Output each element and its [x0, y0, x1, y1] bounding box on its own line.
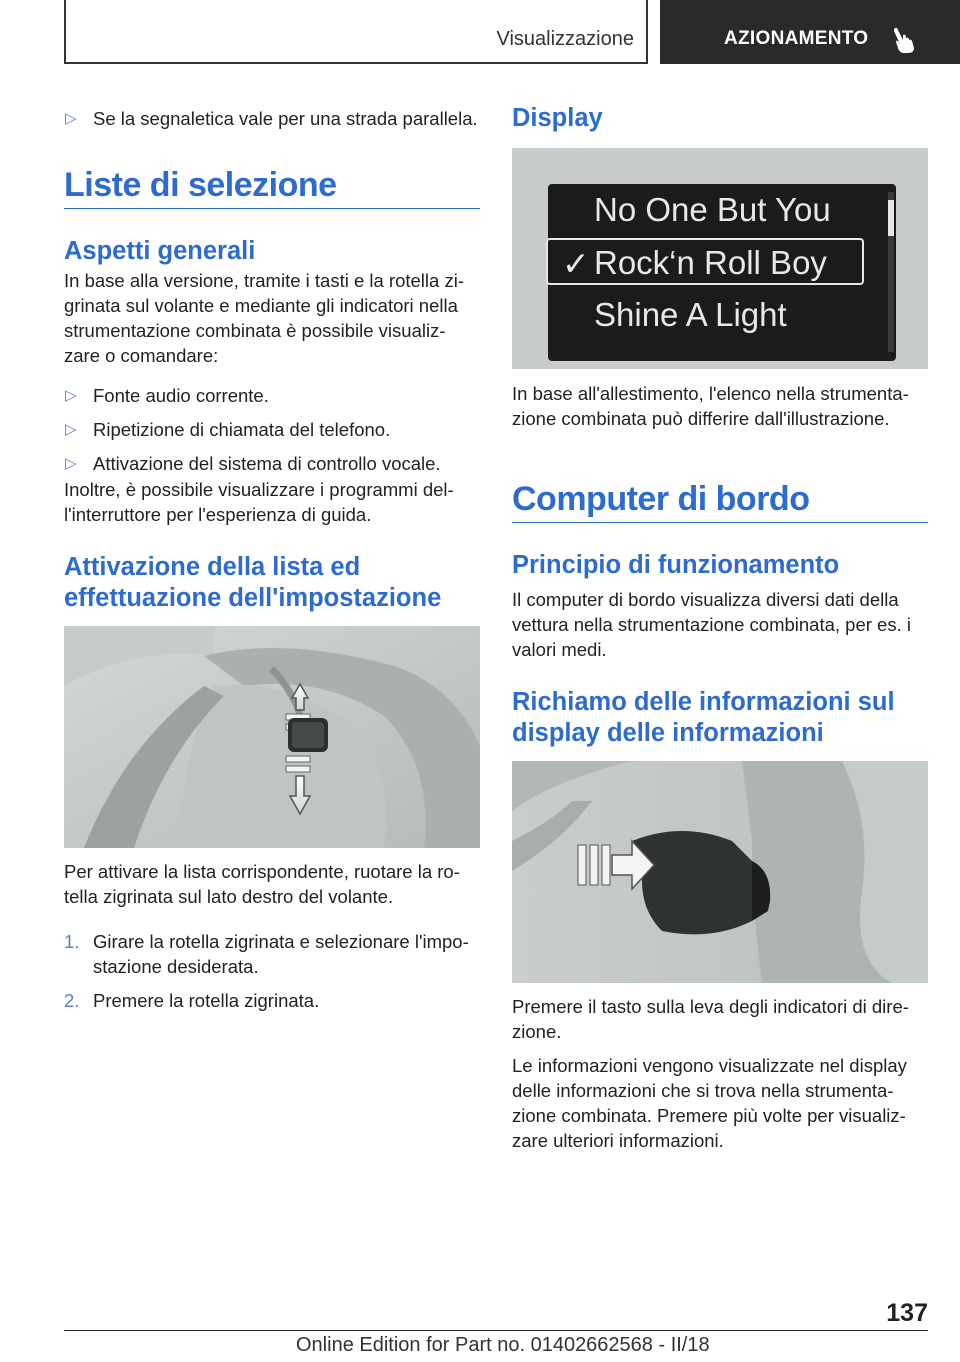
check-icon: ✓	[562, 245, 590, 282]
display-screen	[548, 184, 896, 361]
heading-computer-di-bordo: Computer di bordo	[512, 480, 810, 518]
chapter-title: AZIONAMENTO	[724, 28, 869, 49]
recall-paragraph-1: Premere il tasto sulla leva degli indicatori di dire- zione.	[512, 996, 909, 1042]
triangle-bullet-icon: ▷	[65, 455, 77, 472]
heading-rule	[64, 208, 480, 209]
heading-display: Display	[512, 104, 603, 132]
triangle-bullet-icon: ▷	[65, 421, 77, 438]
display-list-image	[512, 148, 928, 369]
display-item: No One But You	[594, 191, 831, 228]
heading-liste-di-selezione: Liste di selezione	[64, 166, 337, 204]
recall-paragraph-2: Le informazioni vengono visualizzate nel display delle informazioni che si trova nella strumenta- zione combinata. Premere più volte per visualiz- zare ulteriori informazioni.	[512, 1055, 907, 1151]
list-item: ▷ Attivazione del sistema di controllo vocale.	[65, 453, 441, 474]
display-selected-item	[546, 238, 864, 285]
steering-wheel-image	[64, 626, 480, 848]
bullet-parallel-road: ▷ Se la segnaletica vale per una strada parallela.	[65, 108, 478, 129]
moreover-paragraph: Inoltre, è possibile visualizzare i programmi del- l'interruttore per l'esperienza di guida.	[64, 479, 454, 525]
steps-list	[64, 929, 480, 1013]
display-item: Rock‘n Roll Boy	[594, 244, 827, 281]
display-item: Shine A Light	[594, 296, 787, 333]
turn-signal-lever-image	[512, 761, 928, 983]
pointing-hand-icon	[892, 26, 918, 54]
scrollbar-thumb	[888, 200, 894, 236]
footer-rule	[64, 1330, 928, 1331]
heading-richiamo: Richiamo delle informazioni sul display delle informazioni	[512, 688, 895, 747]
list-item: ▷ Fonte audio corrente.	[65, 385, 269, 406]
header-chapter-box	[660, 0, 960, 64]
list-item: 1. Girare la rotella zigrinata e selezionare l'impo- stazione desiderata.	[64, 931, 469, 977]
list-item: 2. Premere la rotella zigrinata.	[64, 990, 320, 1011]
header-section-box	[64, 0, 648, 64]
footer-edition: Online Edition for Part no. 01402662568 - II/18	[296, 1334, 710, 1356]
list-item: ▷ Ripetizione di chiamata del telefono.	[65, 419, 391, 440]
heading-aspetti-generali: Aspetti generali	[64, 237, 256, 265]
heading-attivazione: Attivazione della lista ed effettuazione dell'impostazione	[64, 553, 442, 612]
bullet-list	[64, 383, 480, 476]
wheel-caption: Per attivare la lista corrispondente, ruotare la ro- tella zigrinata sul lato destro del volante.	[64, 861, 460, 907]
general-paragraph: In base alla versione, tramite i tasti e la rotella zi- grinata sul volante e mediante gli indicatori nella strumentazione combinata è possibile visualiz- zare o comandare:	[64, 270, 464, 366]
heading-principio: Principio di funzionamento	[512, 551, 840, 579]
triangle-bullet-icon: ▷	[65, 387, 77, 404]
triangle-bullet-icon: ▷	[65, 110, 77, 127]
section-title: Visualizzazione	[496, 28, 634, 50]
heading-rule	[512, 522, 928, 523]
page-number: 137	[886, 1299, 928, 1327]
display-caption: In base all'allestimento, l'elenco nella strumenta- zione combinata può differire dall'illustrazione.	[512, 383, 909, 429]
principle-paragraph: Il computer di bordo visualizza diversi dati della vettura nella strumentazione combinata, per es. i valori medi.	[512, 589, 911, 660]
